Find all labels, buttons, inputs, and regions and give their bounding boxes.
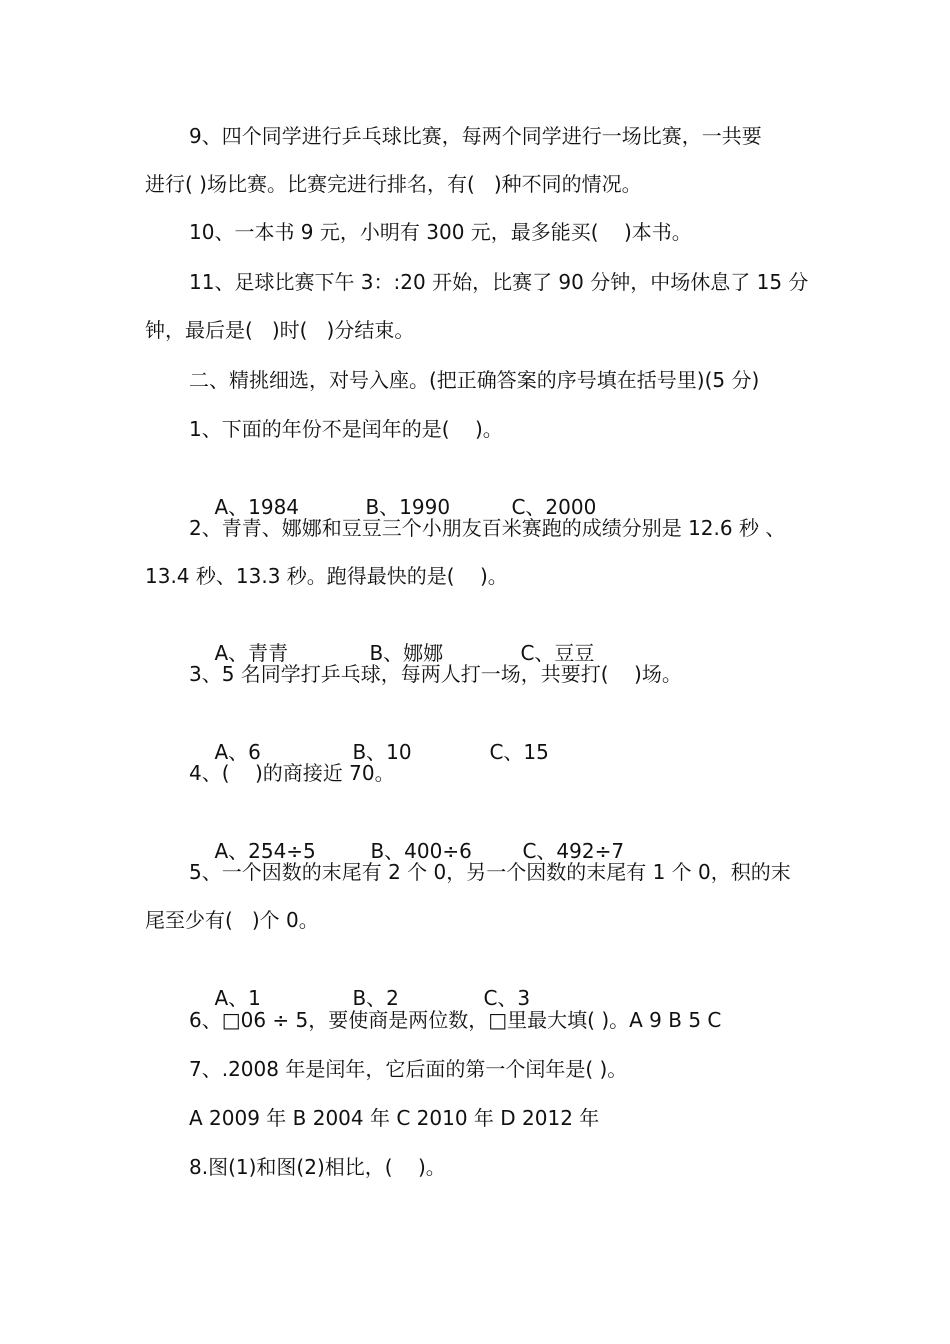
option-b: B、2 bbox=[352, 986, 399, 1010]
option-a: A、1984 bbox=[214, 495, 300, 519]
mc-question-2-line-2: 13.4 秒、13.3 秒。跑得最快的是( )。 bbox=[145, 564, 508, 588]
option-c: C、豆豆 bbox=[520, 641, 595, 665]
mc-question-6: 6、□06 ÷ 5，要使商是两位数，□里最大填( )。A 9 B 5 C bbox=[189, 1008, 722, 1032]
section-2-heading: 二、精挑细选，对号入座。(把正确答案的序号填在括号里)(5 分) bbox=[189, 368, 760, 392]
option-c: C、3 bbox=[483, 986, 531, 1010]
option-c: C、492÷7 bbox=[522, 839, 625, 863]
mc-question-8: 8.图(1)和图(2)相比，( )。 bbox=[189, 1155, 446, 1179]
question-9-line-2: 进行( )场比赛。比赛完进行排名，有( )种不同的情况。 bbox=[145, 172, 642, 196]
mc-question-3: 3、5 名同学打乒乓球，每两人打一场，共要打( )场。 bbox=[189, 662, 682, 686]
option-c: C、15 bbox=[489, 740, 549, 764]
mc-question-2-line-1: 2、青青、娜娜和豆豆三个小朋友百米赛跑的成绩分别是 12.6 秒 、 bbox=[189, 516, 786, 540]
question-11-line-2: 钟，最后是( )时( )分结束。 bbox=[145, 318, 415, 342]
mc-question-1: 1、下面的年份不是闰年的是( )。 bbox=[189, 417, 503, 441]
option-b: B、1990 bbox=[365, 495, 451, 519]
option-a: A、254÷5 bbox=[214, 839, 316, 863]
option-c: C、2000 bbox=[511, 495, 597, 519]
mc-question-4: 4、( )的商接近 70。 bbox=[189, 761, 395, 785]
question-9-line-1: 9、四个同学进行乒乓球比赛，每两个同学进行一场比赛，一共要 bbox=[189, 124, 762, 148]
mc-question-7-options: A 2009 年 B 2004 年 C 2010 年 D 2012 年 bbox=[189, 1106, 600, 1130]
option-a: A、1 bbox=[214, 986, 261, 1010]
mc-question-7: 7、.2008 年是闰年，它后面的第一个闰年是( )。 bbox=[189, 1057, 628, 1081]
mc-question-5-line-1: 5、一个因数的末尾有 2 个 0，另一个因数的末尾有 1 个 0，积的末 bbox=[189, 860, 791, 884]
option-b: B、娜娜 bbox=[369, 641, 444, 665]
question-11-line-1: 11、足球比赛下午 3：:20 开始，比赛了 90 分钟，中场休息了 15 分 bbox=[189, 270, 809, 294]
option-b: B、400÷6 bbox=[370, 839, 472, 863]
question-10: 10、一本书 9 元，小明有 300 元，最多能买( )本书。 bbox=[189, 220, 692, 244]
option-b: B、10 bbox=[352, 740, 412, 764]
option-a: A、6 bbox=[214, 740, 261, 764]
mc-question-5-line-2: 尾至少有( )个 0。 bbox=[145, 908, 319, 932]
option-a: A、青青 bbox=[214, 641, 289, 665]
